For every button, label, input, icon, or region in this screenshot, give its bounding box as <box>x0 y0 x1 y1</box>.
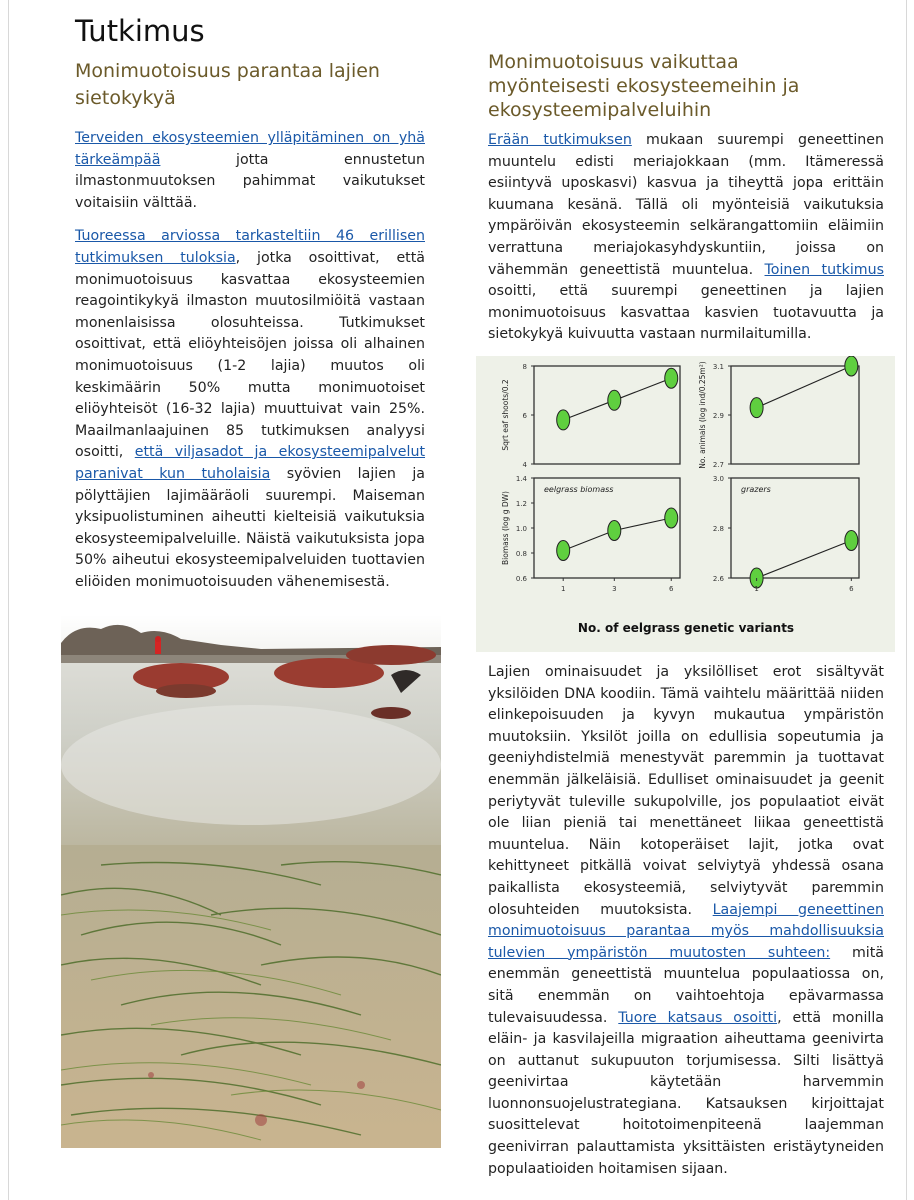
y-tick-label-bottom-left-0: 0.6 <box>515 575 527 583</box>
right-paragraph-1 <box>488 130 884 346</box>
y-axis-label-top-left: Sqrt eaf shoots/0.2 <box>501 379 510 451</box>
link-one-study[interactable]: Erään tutkimuksen <box>488 132 632 148</box>
series-line-bottom-right <box>757 541 852 579</box>
seagrass-photo <box>61 615 441 1148</box>
page-border-left <box>8 0 9 1200</box>
left-paragraph-2 <box>75 226 425 593</box>
link-broader-genetic-diversity[interactable]: Laajempi geneettinen monimuotoisuus parantaa myös mahdollisuuksia tulevien ympäristön muutosten suhteen: <box>488 901 884 961</box>
data-point-top-right-0 <box>750 398 763 418</box>
y-tick-label-bottom-right-0: 2.6 <box>712 575 724 583</box>
x-tick-label-left-0: 1 <box>560 585 566 593</box>
x-axis-label: No. of eelgrass genetic variants <box>577 621 795 635</box>
link-healthy-ecosystems[interactable]: Terveiden ekosysteemien ylläpitäminen on yhä tärkeämpää <box>75 130 425 168</box>
y-tick-label-top-right-0: 2.7 <box>712 461 724 469</box>
y-tick-label-top-right-1: 2.9 <box>712 412 724 420</box>
right-column-text-bottom <box>488 662 884 1192</box>
y-axis-label-top-right: No. animals (log ind/0.25m²) <box>698 361 707 469</box>
y-tick-label-bottom-left-4: 1.4 <box>515 475 527 483</box>
y-tick-label-bottom-left-1: 0.8 <box>515 550 527 558</box>
right-p2-text-b: mitä enemmän geneettistä muuntelua populaatiossa on, sitä enemmän on vaihtoehtoja epävarmassa tulevaisuudessa. <box>488 944 884 1026</box>
left-p2-text-a: , jotka osoittivat, että monimuotoisuus kasvattaa ekosysteemien reagointikykyä ilmaston muutosilmiöitä vastaan monenlaisissa olosuhteissa. Tutkimukset osoittivat, että eliöyhteisöjen joissa oli alhainen monimuotoisuus (1-2 lajia) muutos oli keskimäärin 50% mutta monimuotoiset eliöyhteisöt (16-32 lajia) muuttuivat vain 25%. Maailmanlaajuinen 85 tutkimuksen analyysi osoitti, <box>75 249 425 461</box>
y-tick-label-bottom-left-3: 1.2 <box>515 500 527 508</box>
eelgrass-chart-figure <box>476 356 895 652</box>
panel-frame-top-right <box>731 366 859 464</box>
y-tick-label-bottom-right-1: 2.8 <box>712 525 724 533</box>
link-crop-yields[interactable]: että viljasadot ja ekosysteemipalvelut paranivat kun tuholaisia <box>75 444 426 482</box>
x-tick-label-right-1: 6 <box>849 585 854 593</box>
link-recent-review[interactable]: Tuore katsaus osoitti <box>618 1009 778 1026</box>
data-point-top-left-1 <box>608 390 621 410</box>
y-tick-label-bottom-left-2: 1.0 <box>515 525 527 533</box>
data-point-top-left-2 <box>665 368 678 388</box>
y-tick-label-top-right-2: 3.1 <box>712 363 724 371</box>
right-column-text-top <box>488 130 884 358</box>
data-point-top-left-0 <box>557 410 570 430</box>
panel-title-bottom-left: eelgrass biomass <box>544 485 614 494</box>
y-tick-label-top-left-1: 6 <box>522 412 527 420</box>
right-p1-text-b: osoitti, että suurempi geneettinen ja lajien monimuotoisuus kasvattaa kasvien tuotavuutta ja sietokykyä kuivuutta vastaan nurmilaitumilla. <box>488 283 884 343</box>
page-border-right <box>906 0 907 1200</box>
panel-title-bottom-right: grazers <box>741 485 771 494</box>
link-46-studies[interactable]: Tuoreessa arviossa tarkasteltiin 46 erillisen tutkimuksen tuloksia <box>75 228 425 266</box>
y-tick-label-top-left-0: 4 <box>522 461 527 469</box>
data-point-bottom-left-0 <box>557 541 570 561</box>
data-point-top-right-1 <box>845 356 858 376</box>
data-point-bottom-left-2 <box>665 508 678 528</box>
right-paragraph-2 <box>488 662 884 1180</box>
left-p2-text-b: syövien lajien ja pölyttäjien lajimääräoli suurempi. Maiseman yksipuolistuminen aiheutti kielteisiä vaikutuksia ekosysteemipalveluille. Näistä vaikutuksista jopa 50% aiheutui ekosysteemipalveluiden tuottavien eliöiden monimuotoisuuden vähenemisestä. <box>75 465 425 590</box>
x-tick-label-left-2: 6 <box>669 585 674 593</box>
link-another-study[interactable]: Toinen tutkimus <box>764 261 884 278</box>
data-point-bottom-right-1 <box>845 531 858 551</box>
left-paragraph-1 <box>75 128 425 214</box>
right-p2-text-a: Lajien ominaisuudet ja yksilölliset erot sisältyvät yksilöiden DNA koodiin. Tämä vaihtelu määrittää niiden elinkepoisuuden ja kyvyn mukautua ympäristön muutoksiin. Yksilöt joilla on edullisia sopeutumia ja geeniyhdistelmiä menestyvät paremmin ja tuottavat enemmän jälkeläisiä. Edulliset ominaisuudet ja geenit periytyvät tuleville sukupolville, jos populaatiot eivät ole liian pieniä tai menettäneet liikaa geneettistä muuntelua. Näin kotoperäiset lajit, jotka ovat kehittyneet pitkällä voivat selviytyä yhdessä osana paikallista ekosysteemiä, selviytyvät paremmin olosuhteiden muutoksista. <box>488 664 884 918</box>
panel-frame-top-left <box>534 366 680 464</box>
y-axis-label-bottom-left: Biomass (log g DW) <box>501 491 510 565</box>
right-p1-text-a: mukaan suurempi geneettinen muuntelu edisti meriajokkaan (mm. Itämeressä esiintyvä uposkasvi) kasvua ja tiheyttä jopa erittäin kuumana kesänä. Tällä oli myönteisiä vaikutuksia ympäröivän ekosysteemin selkärangattomiin eläimiin verrattuna meriajokasyhdyskuntiin, joissa on vähemmän geneettistä muuntelua. <box>488 132 885 278</box>
right-subtitle: Monimuotoisuus vaikuttaa myönteisesti ekosysteemeihin ja ekosysteemipalveluihin <box>488 51 800 121</box>
data-point-bottom-left-1 <box>608 521 621 541</box>
left-column-text <box>75 128 425 605</box>
x-tick-label-right-0: 1 <box>754 585 759 593</box>
series-line-top-right <box>757 366 852 408</box>
x-tick-label-left-1: 3 <box>612 585 617 593</box>
right-p2-text-c: , että monilla eläin- ja kasvilajeilla migraation aiheuttama geenivirta on auttanut sukupuuton torjumisessa. Silti lisättyä geenivirtaa käytetään harvemmin luonnonsuojelustrategiana. Katsauksen kirjoittajat suosittelevat hoitotoimenpiteenä laajemman geenivirran palauttamista yksittäisten eristäytyneiden populaatioiden hoitamisen sijaan. <box>488 1009 885 1177</box>
seagrass-photo-illustration <box>61 615 441 1148</box>
left-p1-text: jotta ennustetun ilmastonmuutoksen pahimmat vaikutukset voitaisiin välttää. <box>75 151 425 211</box>
left-subtitle: Monimuotoisuus parantaa lajien sietokykyä <box>75 60 380 109</box>
eelgrass-chart-svg <box>476 356 895 652</box>
y-tick-label-top-left-2: 8 <box>522 363 527 371</box>
page-title: Tutkimus <box>75 14 205 48</box>
y-tick-label-bottom-right-2: 3.0 <box>712 475 724 483</box>
